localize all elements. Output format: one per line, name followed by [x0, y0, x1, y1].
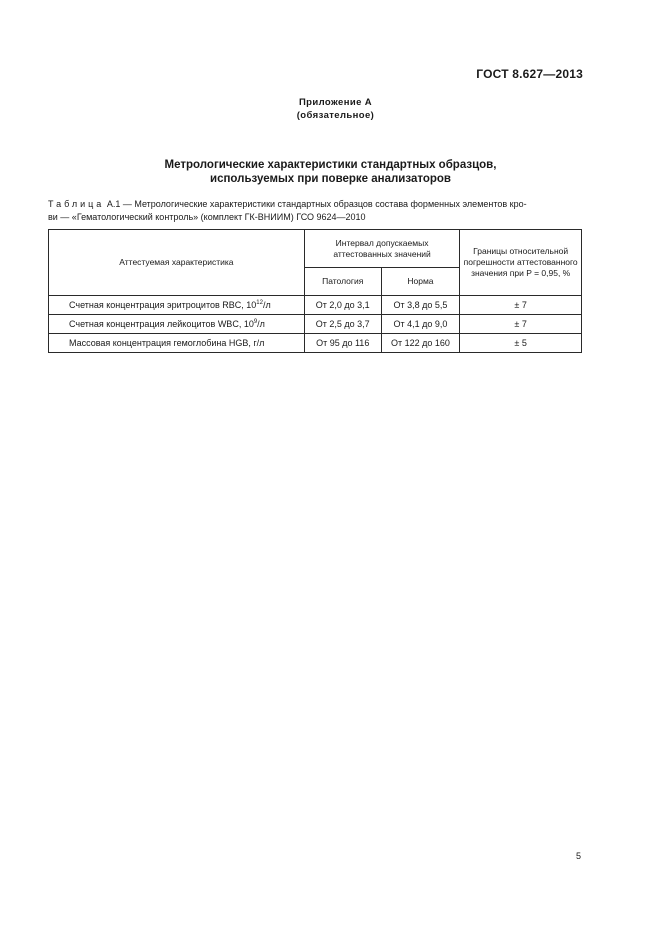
table-caption-line-2: ви — «Гематологический контроль» (комплект ГК-ВНИИМ) ГСО 9624—2010: [48, 212, 366, 222]
header-pathology: Патология: [304, 268, 381, 296]
row-characteristic: Массовая концентрация гемоглобина HGB, г/л: [49, 334, 305, 353]
row-norm: От 3,8 до 5,5: [381, 296, 460, 315]
section-title: [0, 158, 661, 186]
annex-title: Приложение А: [298, 97, 373, 108]
row-characteristic: Счетная концентрация эритроцитов RBC, $10^{12}/л$: [49, 296, 305, 315]
table-caption-line-1: — Метрологические характеристики стандартных образцов состава форменных элементов кро-: [122, 199, 527, 209]
annex-status: (обязательное): [296, 110, 375, 121]
page-number: 5: [575, 851, 581, 861]
header-norm: Норма: [381, 268, 460, 296]
row-error: ± 5: [460, 334, 582, 353]
standard-designation: ГОСТ 8.627—2013: [476, 67, 583, 81]
row-norm: От 122 до 160: [381, 334, 460, 353]
row-pathology: От 2,5 до 3,7: [304, 315, 381, 334]
table-caption-number: А.1: [106, 199, 121, 209]
table-row: [49, 334, 582, 353]
annex-heading: [0, 96, 661, 122]
header-characteristic: Аттестуемая характеристика: [49, 230, 305, 296]
section-title-line-2: используемых при поверке анализаторов: [210, 173, 451, 185]
characteristics-table: [48, 229, 582, 353]
row-error: ± 7: [460, 296, 582, 315]
row-pathology: От 95 до 116: [304, 334, 381, 353]
section-title-line-1: Метрологические характеристики стандартных образцов,: [164, 159, 497, 171]
table-row: [49, 296, 582, 315]
header-interval: Интервал допускаемых аттестованных значений: [304, 230, 460, 268]
row-pathology: От 2,0 до 3,1: [304, 296, 381, 315]
table-row: [49, 315, 582, 334]
table-caption-label: Таблица: [48, 199, 105, 209]
row-characteristic: Счетная концентрация лейкоцитов WBC, $10^9/л$: [49, 315, 305, 334]
header-error-bounds: Границы относительной погрешности аттестованного значения при P = 0,95, %: [460, 230, 582, 296]
row-error: ± 7: [460, 315, 582, 334]
table-caption: [48, 198, 588, 224]
row-norm: От 4,1 до 9,0: [381, 315, 460, 334]
